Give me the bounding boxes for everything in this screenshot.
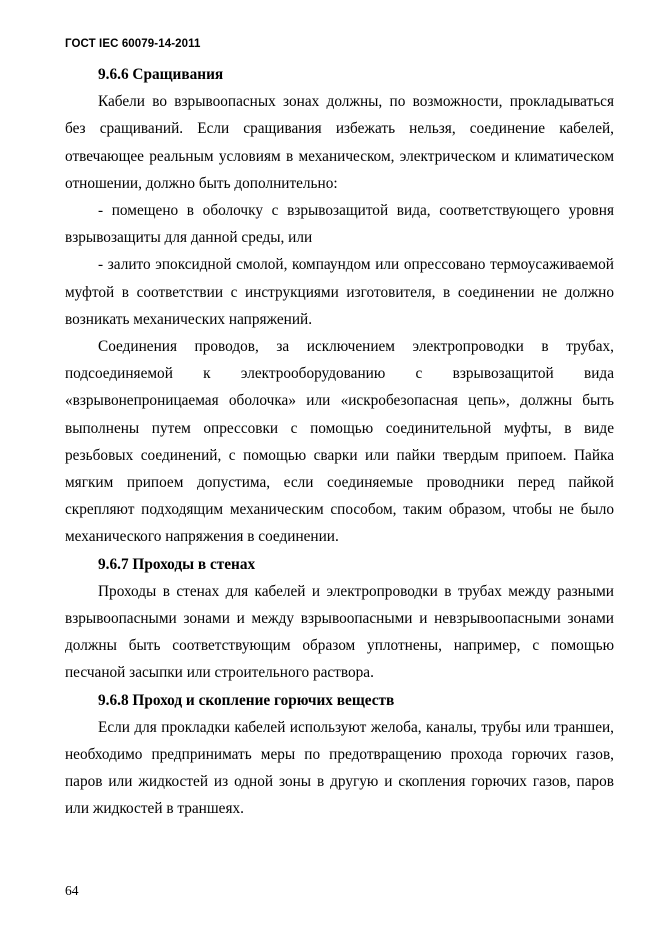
document-code-header: ГОСТ IEC 60079-14-2011 [65, 38, 201, 50]
paragraph: Соединения проводов, за исключением электропроводки в трубах, подсоединяемой к электрооборудованию с взрывозащитой вида «взрывонепроницаемая оболочка» или «искробезопасная цепь», должны быть выполнены путем опрессовки с помощью соединительной муфты, в виде резьбовых соединений, с помощью сварки или пайки твердым припоем. Пайка мягким припоем допустима, если соединяемые проводники перед пайкой скрепляют подходящим механическим способом, таким образом, чтобы не было механического напряжения в соединении. [65, 338, 614, 546]
section-heading-wall-passages: 9.6.7 Проходы в стенах [98, 555, 256, 573]
paragraph: Проходы в стенах для кабелей и электропроводки в трубах между разными взрывоопасными зонами и между взрывоопасными и невзрывоопасными зонами должны быть соответствующим образом уплотнены, например, с помощью песчаной засыпки или строительного раствора. [65, 582, 614, 682]
page-content [65, 61, 614, 823]
section-heading-splicing: 9.6.6 Сращивания [98, 66, 224, 83]
paragraph: Кабели во взрывоопасных зонах должны, по возможности, прокладываться без сращиваний. Если сращивания избежать нельзя, соединение кабелей, отвечающее реальным условиям в механическом, электрическом и климатическом отношении, должно быть дополнительно: [65, 93, 614, 192]
list-item: - помещено в оболочку с взрывозащитой вида, соответствующего уровня взрывозащиты для данной среды, или [65, 202, 614, 247]
page-number: 64 [65, 883, 79, 898]
paragraph: Если для прокладки кабелей используют желоба, каналы, трубы или траншеи, необходимо предпринимать меры по предотвращению прохода горючих газов, паров или жидкостей из одной зоны в другую и скопления горючих газов, паров или жидкостей в траншеях. [65, 718, 614, 818]
list-item: - залито эпоксидной смолой, компаундом или опрессовано термоусаживаемой муфтой в соответствии с инструкциями изготовителя, в соединении не должно возникать механических напряжений. [65, 256, 614, 328]
section-heading-flammable-substances: 9.6.8 Проход и скопление горючих веществ [98, 691, 395, 709]
